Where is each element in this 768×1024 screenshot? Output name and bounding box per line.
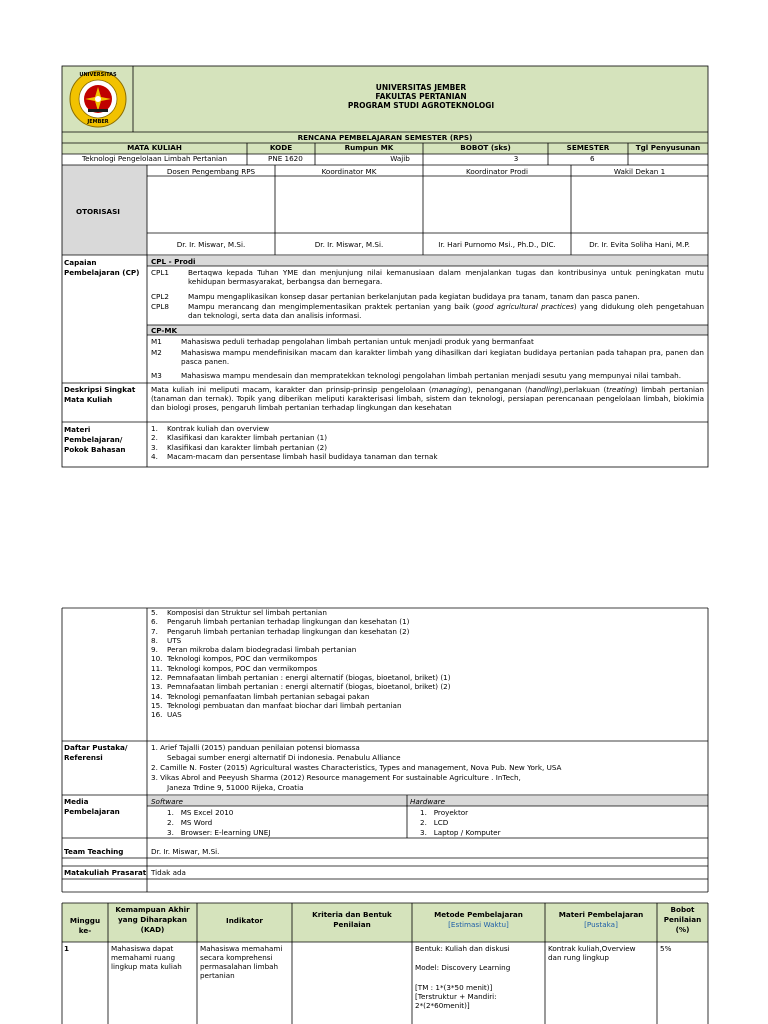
- sched-head-materi-1: Materi Pembelajaran: [558, 910, 644, 919]
- list-item: 8. UTS: [151, 635, 182, 645]
- list-item: 13. Pemnafaatan limbah pertanian : energi alternatif (biogas, bioetanol, briket) (2): [151, 682, 451, 692]
- sched-head-minggu-1: Minggu: [69, 916, 101, 925]
- list-item: 6. Pengaruh limbah pertanian terhadap lingkungan dan kesehatan (1): [151, 617, 410, 627]
- pustaka-line-2: Sebagai sumber energi alternatif Di indonesia. Penabulu Alliance: [167, 753, 401, 762]
- software-item-1: 1. MS Excel 2010: [167, 808, 234, 817]
- list-item: 9. Peran mikroba dalam biodegradasi limbah pertanian: [151, 645, 357, 655]
- m2-text: Mahasiswa mampu mendefinisikan macam dan karakter limbah yang dihasilkan dari kegiatan budidaya pertanian pada tahapan pra, panen dan pasca panen.: [181, 348, 704, 367]
- deskripsi-text: Mata kuliah ini meliputi macam, karakter dan prinsip-prinsip pengelolaan (managing), penanganan (handling),perlakuan (treating) limbah pertanian (tanaman dan ternak). Topik yang diberikan meliputi karakterisasi limbah, sistem dan teknologi, persiapan perencanaan pengelolaan limbah, biokimia dan biologi proses, pengaruh limbah pertanian terhadap lingkungan dan kesehatan: [151, 385, 704, 413]
- logo-bottom-text: JEMBER: [87, 119, 109, 125]
- university-name: UNIVERSITAS JEMBER: [375, 83, 467, 92]
- m3-text: Mahasiswa mampu mendesain dan mempratekkan teknologi pengolahan limbah pertanian menjadi sesutu yang mempunyai nilai tambah.: [181, 371, 681, 380]
- course-semester: 6: [590, 154, 595, 163]
- sched-head-metode-1: Metode Pembelajaran: [434, 910, 523, 919]
- list-item: 14. Teknologi pemanfaatan limbah pertanian sebagai pakan: [151, 691, 370, 701]
- list-item: 3. Klasifikasi dan karakter limbah pertanian (2): [151, 442, 328, 452]
- course-code: PNE 1620: [268, 154, 303, 163]
- m3-code: M3: [151, 371, 162, 380]
- cpl2-text: Mampu mengaplikasikan konsep dasar pertanian berkelanjutan pada kegiatan budidaya pra tanam, tanam dan pasca panen.: [188, 292, 640, 301]
- program-name: PROGRAM STUDI AGROTEKNOLOGI: [347, 101, 495, 110]
- course-rumpun: Wajib: [390, 154, 410, 163]
- name-koordinator-mk: Dr. Ir. Miswar, M.Si.: [314, 240, 384, 249]
- col-head-mata-kuliah: MATA KULIAH: [127, 143, 182, 152]
- sched-kad-line: memahami ruang: [111, 953, 176, 962]
- capaian-label-1: Capaian: [64, 258, 97, 267]
- col-head-rumpun: Rumpun MK: [344, 143, 394, 152]
- sched-bobot: 5%: [660, 944, 672, 953]
- role-dosen: Dosen Pengembang RPS: [166, 167, 256, 176]
- cpmk-head: CP-MK: [151, 326, 178, 335]
- list-item: 4. Macam-macam dan persentase limbah hasil budidaya tanaman dan ternak: [151, 452, 438, 462]
- materi-label-3: Pokok Bahasan: [64, 445, 126, 454]
- course-bobot: 3: [513, 154, 519, 163]
- list-item: 10. Teknologi kompos, POC dan vermikompos: [151, 654, 318, 664]
- prasarat-value: Tidak ada: [151, 868, 186, 877]
- pustaka-label-2: Referensi: [64, 753, 103, 762]
- m1-text: Mahasiswa peduli terhadap pengolahan limbah pertanian untuk menjadi produk yang bermanfaat: [181, 337, 534, 346]
- list-item: 2. Klasifikasi dan karakter limbah pertanian (1): [151, 433, 328, 443]
- pustaka-line-4: 3. Vikas Abrol and Peeyush Sharma (2012) Resource management For sustainable Agriculture . InTech,: [151, 773, 521, 782]
- role-koordinator-prodi: Koordinator Prodi: [466, 167, 528, 176]
- sched-head-kriteria-1: Kriteria dan Bentuk: [312, 910, 392, 919]
- media-label-2: Pembelajaran: [64, 807, 120, 816]
- sched-week: 1: [64, 944, 70, 953]
- sched-head-minggu-2: ke-: [78, 926, 92, 935]
- materi-label-1: Materi: [64, 425, 91, 434]
- sched-kad-line: Mahasiswa dapat: [111, 944, 174, 953]
- team-label: Team Teaching: [64, 847, 124, 856]
- capaian-label-2: Pembelajaran (CP): [64, 268, 140, 277]
- prasarat-label: Matakuliah Prasarat: [64, 868, 147, 877]
- list-item: 12. Pemnafaatan limbah pertanian : energi alternatif (biogas, bioetanol, briket) (1): [151, 673, 451, 683]
- sched-head-kriteria-2: Penilaian: [333, 920, 371, 929]
- m1-code: M1: [151, 337, 162, 346]
- course-name: Teknologi Pengelolaan Limbah Pertanian: [81, 154, 228, 163]
- name-koordinator-prodi: Ir. Hari Purnomo Msi., Ph.D., DIC.: [438, 240, 556, 249]
- role-koordinator-mk: Koordinator MK: [321, 167, 377, 176]
- list-item: 15. Teknologi pembuatan dan manfaat biochar dari limbah pertanian: [151, 700, 402, 710]
- sched-head-bobot-2: Penilaian: [663, 915, 702, 924]
- hardware-item-3: 3. Laptop / Komputer: [420, 828, 501, 837]
- hardware-item-2: 2. LCD: [420, 818, 449, 827]
- cpl1-code: CPL1: [151, 268, 169, 277]
- sched-head-metode-2: [Estimasi Waktu]: [448, 920, 509, 929]
- cpl8-code: CPL8: [151, 302, 169, 311]
- software-item-2: 2. MS Word: [167, 818, 213, 827]
- sched-indikator-line: secara komprehensi: [200, 953, 273, 962]
- sched-head-bobot-3: (%): [675, 925, 690, 934]
- sched-metode-line: 2*(2*60menit)]: [415, 1001, 470, 1010]
- team-value: Dr. Ir. Miswar, M.Si.: [151, 847, 220, 856]
- list-item: 5. Komposisi dan Struktur sel limbah pertanian: [151, 608, 327, 617]
- rps-page-2: [0, 512, 768, 1024]
- hardware-item-1: 1. Proyektor: [420, 808, 469, 817]
- sched-head-materi-2: [Pustaka]: [584, 920, 618, 929]
- sched-metode-line: [Terstruktur + Mandiri:: [415, 992, 497, 1001]
- pustaka-line-5: Janeza Trdine 9, 51000 Rijeka, Croatia: [167, 783, 304, 792]
- pustaka-line-3: 2. Camille N. Foster (2015) Agricultural wastes Characteristics, Types and management, Nova Pub. New York, USA: [151, 763, 562, 772]
- cpl2-code: CPL2: [151, 292, 169, 301]
- sched-materi-line: dan rung lingkup: [548, 953, 609, 962]
- cpl-head: CPL - Prodi: [151, 257, 196, 266]
- name-wakil-dekan: Dr. Ir. Evita Soliha Hani, M.P.: [589, 240, 690, 249]
- col-head-kode: KODE: [269, 143, 293, 152]
- sched-head-indikator: Indikator: [226, 916, 263, 925]
- list-item: 11. Teknologi kompos, POC dan vermikompos: [151, 663, 318, 673]
- media-label-1: Media: [64, 797, 89, 806]
- sched-indikator-line: permasalahan limbah: [200, 962, 279, 971]
- sched-metode-line: [TM : 1*(3*50 menit)]: [415, 983, 493, 992]
- sched-head-kad-2: yang Diharapkan: [118, 915, 187, 924]
- sched-head-bobot-1: Bobot: [670, 905, 695, 914]
- sched-head-kad-1: Kemampuan Akhir: [115, 905, 190, 914]
- logo-top-text: UNIVERSITAS: [79, 72, 117, 78]
- page-2-grid: [0, 512, 768, 1024]
- sched-metode-line: Bentuk: Kuliah dan diskusi: [415, 944, 510, 953]
- list-item: 1. Kontrak kuliah dan overview: [151, 424, 270, 433]
- col-head-semester: SEMESTER: [566, 143, 610, 152]
- pustaka-line-1: 1. Arief Tajalli (2015) panduan penilaian potensi biomassa: [151, 743, 360, 752]
- faculty-name: FAKULTAS PERTANIAN: [375, 92, 467, 101]
- rps-title: RENCANA PEMBELAJARAN SEMESTER (RPS): [297, 133, 473, 142]
- role-wakil-dekan: Wakil Dekan 1: [613, 167, 666, 176]
- col-head-tgl: Tgl Penyusunan: [635, 143, 701, 152]
- materi-label-2: Pembelajaran/: [64, 435, 123, 444]
- m2-code: M2: [151, 348, 162, 357]
- deskripsi-label-2: Mata Kuliah: [64, 395, 113, 404]
- sched-head-kad-3: (KAD): [140, 925, 165, 934]
- software-head: Software: [151, 797, 183, 806]
- col-head-bobot: BOBOT (sks): [460, 143, 511, 152]
- cpl8-text: Mampu merancang dan mengimplementasikan praktek pertanian yang baik (good agricultural practices) yang didukung oleh pengetahuan dan teknologi, serta data dan analisis informasi.: [188, 302, 704, 321]
- list-item: 7. Pengaruh limbah pertanian terhadap lingkungan dan kesehatan (2): [151, 626, 410, 636]
- software-item-3: 3. Browser: E-learning UNEJ: [167, 828, 271, 837]
- sched-indikator-line: Mahasiswa memahami: [200, 944, 283, 953]
- name-dosen: Dr. Ir. Miswar, M.Si.: [176, 240, 246, 249]
- sched-indikator-line: pertanian: [200, 971, 235, 980]
- deskripsi-label-1: Deskripsi Singkat: [64, 385, 136, 394]
- cpl1-text: Bertaqwa kepada Tuhan YME dan menjunjung nilai kemanusiaan dalam menjalankan tugas dan kontribusinya untuk peningkatan mutu kehidupan bermasyarakat, berbangsa dan bernegara.: [188, 268, 704, 287]
- pustaka-label-1: Daftar Pustaka/: [64, 743, 128, 752]
- hardware-head: Hardware: [410, 797, 445, 806]
- list-item: 16. UAS: [151, 710, 182, 720]
- otorisasi-label: OTORISASI: [76, 207, 120, 216]
- sched-kad-line: lingkup mata kuliah: [111, 962, 182, 971]
- sched-metode-line: Model: Discovery Learning: [415, 963, 511, 972]
- sched-materi-line: Kontrak kuliah,Overview: [548, 944, 636, 953]
